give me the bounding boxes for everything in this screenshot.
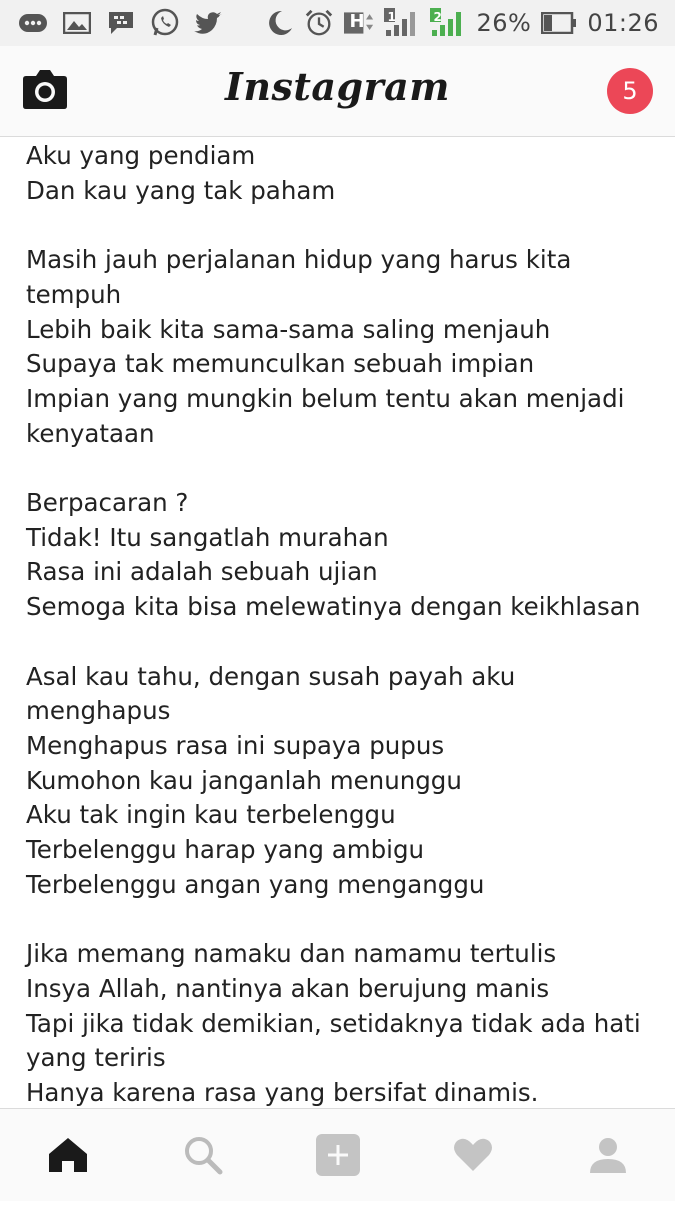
bbm-icon bbox=[106, 10, 136, 36]
stanza bbox=[26, 243, 656, 451]
poem-line: Masih jauh perjalanan hidup yang harus kita tempuh bbox=[26, 245, 572, 309]
poem-line: Terbelenggu angan yang menganggu bbox=[26, 869, 485, 899]
stanza bbox=[26, 937, 656, 1111]
poem-line: Tapi jika tidak demikian, setidaknya tidak ada hati yang teriris bbox=[26, 1008, 641, 1073]
profile-icon[interactable] bbox=[578, 1125, 638, 1185]
poem-line: Semoga kita bisa melewatinya dengan keikhlasan bbox=[26, 592, 641, 622]
poem-line: Menghapus rasa ini supaya pupus bbox=[26, 730, 445, 760]
poem-line: Insya Allah, nantinya akan berujung manis bbox=[26, 973, 550, 1003]
poem-line: Supaya tak memunculkan sebuah impian bbox=[26, 349, 535, 379]
status-bar bbox=[0, 0, 675, 46]
post-caption bbox=[26, 139, 656, 1215]
poem-line: Terbelenggu harap yang ambigu bbox=[26, 835, 425, 865]
twitter-icon bbox=[194, 10, 224, 36]
h-network-icon bbox=[344, 10, 374, 36]
whatsapp-icon bbox=[150, 10, 180, 36]
bottom-nav bbox=[0, 1108, 675, 1201]
poem-line: Aku yang pendiam bbox=[26, 141, 256, 170]
sim2-label: 2 bbox=[433, 10, 442, 24]
alarm-icon bbox=[304, 10, 334, 36]
app-logo: Instagram bbox=[225, 64, 450, 109]
poem-line: Kumohon kau janganlah menunggu bbox=[26, 765, 462, 795]
stanza bbox=[26, 486, 656, 625]
status-bar-left bbox=[18, 10, 224, 36]
heart-icon[interactable] bbox=[443, 1125, 503, 1185]
add-icon[interactable] bbox=[308, 1125, 368, 1185]
poem-line: Jika memang namaku dan namamu tertulis bbox=[26, 939, 557, 969]
home-icon[interactable] bbox=[38, 1125, 98, 1185]
notification-badge[interactable]: 5 bbox=[607, 68, 653, 114]
poem-line: Berpacaran ? bbox=[26, 488, 189, 517]
battery-icon bbox=[541, 10, 577, 36]
poem-line: Asal kau tahu, dengan susah payah aku menghapus bbox=[26, 661, 516, 726]
signal-sim2-icon bbox=[430, 10, 466, 36]
battery-percent: 26% bbox=[476, 9, 532, 37]
app-header bbox=[0, 46, 675, 137]
poem-line: Tidak! Itu sangatlah murahan bbox=[26, 522, 389, 552]
poem-line: Impian yang mungkin belum tentu akan menjadi kenyataan bbox=[26, 383, 625, 448]
poem-line: Rasa ini adalah sebuah ujian bbox=[26, 557, 378, 587]
image-icon bbox=[62, 10, 92, 36]
sim1-label: 1 bbox=[387, 10, 396, 24]
stanza bbox=[26, 139, 656, 208]
stanza bbox=[26, 660, 656, 903]
network-type-label: H bbox=[349, 11, 365, 32]
signal-sim1-icon bbox=[384, 10, 420, 36]
status-bar-right bbox=[264, 9, 659, 37]
poem-line: Lebih baik kita sama-sama saling menjauh bbox=[26, 314, 551, 344]
clock: 01:26 bbox=[587, 9, 659, 37]
poem-line: Aku tak ingin kau terbelenggu bbox=[26, 800, 396, 830]
moon-icon bbox=[264, 10, 294, 36]
poem-line: Dan kau yang tak paham bbox=[26, 175, 336, 205]
poem-line: Hanya karena rasa yang bersifat dinamis. bbox=[26, 1077, 539, 1107]
search-icon[interactable] bbox=[173, 1125, 233, 1185]
messages-icon bbox=[18, 10, 48, 36]
